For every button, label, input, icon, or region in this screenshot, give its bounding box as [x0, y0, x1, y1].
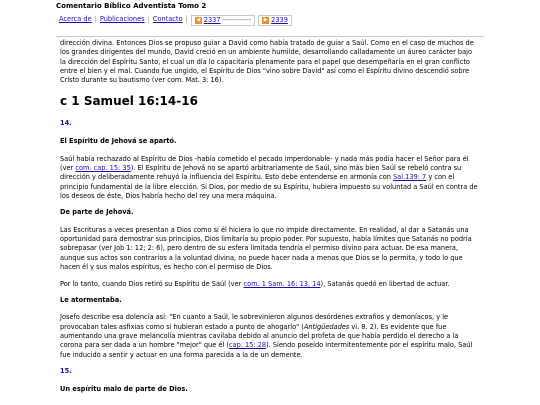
nav-contacto-link[interactable]: Contacto [152, 15, 183, 24]
arrow-left-icon: ◀ [196, 16, 201, 23]
prev-page-number: 2337 [203, 16, 221, 24]
paragraph [60, 155, 478, 202]
prev-page-button[interactable] [191, 15, 255, 26]
nav-bar [56, 14, 480, 26]
nav-separator: | [94, 15, 97, 24]
text-run: Por lo tanto, cuando Dios retiró su Espíritu de Saúl (ver [60, 279, 244, 288]
paragraph: Las Escrituras a veces presentan a Dios como si él hiciera lo que no impide directamente. En realidad, al dar a Satanás una oportunidad para demostrar sus principios, Dios limitaría su propio poder. Por supuesto, había límites que Satanás no podría sobrepasar (ver Job 1: 12; 2: 6), pero dentro de su esfera limitada tendría el permiso divino para actuar. De esa manera, aunque sus actos son contrarios a la voluntad divina, no puede hacer nada a menos que Dios se lo permita, y todo lo que hacen él y sus malos espíritus, es hecho con el permiso de Dios. [60, 225, 472, 272]
verse-heading: Le atormentaba. [60, 295, 122, 304]
nav-separator: | [147, 15, 150, 24]
page-dashes: ------------ [222, 16, 252, 24]
cross-reference-link[interactable]: Sal.139: 7 [393, 173, 427, 182]
italic-title: Antigüedades [303, 322, 350, 331]
text-run: y con el principio fundamental de la libre elección. Si Dios, por medio de su Espíritu, hubiera impuesto su voluntad a Saúl en contra de los deseos de éste, Dios habría hecho del rey una mera máquina. [60, 173, 478, 200]
cross-reference-link[interactable]: cap. 15: 28 [228, 341, 267, 350]
next-page-button[interactable] [258, 15, 292, 26]
chapter-title: c 1 Samuel 16:14-16 [60, 93, 198, 108]
text-run: Saúl había rechazado al Espíritu de Dios -había cometido el pecado imperdonable- y nada más podía hacer el Señor para él (ver [60, 154, 469, 172]
nav-publicaciones-link[interactable]: Publicaciones [99, 15, 145, 24]
cross-reference-link[interactable]: com. cap. 15: 35 [75, 163, 131, 172]
verse-heading: De parte de Jehová. [60, 208, 134, 217]
text-run: vi. 8. 2). Es evidente que fue aumentando una grave melancolía mientras cavilaba debido al anuncio del profeta de que había perdido el derecho a la corona para ser dada a un hombre "mejor" que él ( [60, 322, 459, 350]
verse-number-14: 14. [60, 118, 72, 127]
text-run: ). Siendo poseído intermitentemente por el espíritu malo, Saúl fue inducido a sentir y actuar en una forma parecida a la de un demente. [60, 341, 473, 359]
paragraph [60, 280, 478, 289]
text-run: ). El Espíritu de Jehová no se apartó arbitrariamente de Saúl, sino más bien Saúl se rebeló contra su dirección y deliberadamente rehuyó la influencia del Espíritu. Esto debe entenderse en armonía con [60, 163, 462, 182]
verse-number-15: 15. [60, 367, 72, 376]
document-body [0, 37, 540, 395]
nav-acerca-link[interactable]: Acerca de [59, 15, 92, 24]
intro-paragraph: dirección divina. Entonces Dios se propuso guiar a David como había tratado de guiar a Saúl. Como en el caso de muchos de los grandes dirigentes del mundo, David creció en un ambiente humilde, desarrollando calladamente un áureo carácter bajo la dirección del Espíritu Santo, el cual un día lo capacitaría plenamente para el papel que desempeñaría en el gran conflicto entre el bien y el mal. Cuando fue ungido, el Espíritu de Dios "vino sobre David" así como el Espíritu divino descendió sobre Cristo durante su bautismo (ver com. Mat. 3: 16). [60, 39, 474, 85]
text-run: ), Satanás quedó en libertad de actuar. [320, 279, 450, 288]
top-bar [0, 0, 540, 32]
nav-separator: | [185, 15, 188, 24]
paragraph [60, 313, 478, 360]
app-title: Comentario Bíblico Adventista Tomo 2 [56, 2, 207, 10]
text-run: Josefo describe esa dolencia así: "En cuanto a Saúl, le sobrevinieron algunos desórdenes extraños y demoníacos, y le provocaban tales asfixias como si hubieran estado a punto de ahogarlo" ( [60, 313, 449, 331]
cross-reference-link[interactable]: com. 1 Sam. 16: 13, 14 [243, 279, 321, 288]
verse-heading: Un espíritu malo de parte de Dios. [60, 385, 188, 394]
next-page-number: 2339 [271, 16, 288, 24]
arrow-right-icon: ▶ [263, 16, 268, 23]
verse-heading: El Espíritu de Jehová se apartó. [60, 137, 177, 146]
